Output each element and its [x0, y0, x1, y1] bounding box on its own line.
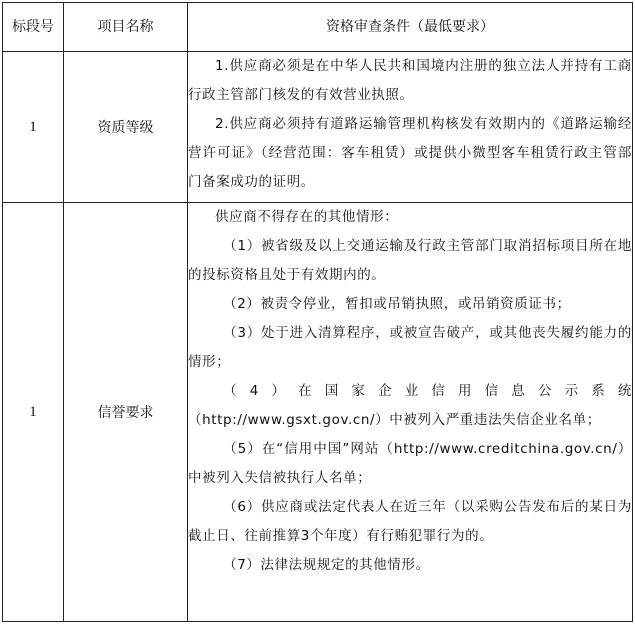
- requirement-text: 2.供应商必须持有道路运输管理机构核发有效期内的《道路运输经营许可证》（经营范围：客车租赁）或提供小微型客车租赁行政主管部门备案成功的证明。: [188, 116, 632, 190]
- row-requirements: [188, 52, 633, 203]
- table-row: [3, 203, 633, 622]
- row-item-name: 信誉要求: [64, 203, 188, 622]
- requirement-text: （6）供应商或法定代表人在近三年（以采购公告发布后的某日为截止日、往前推算3个年度）有行贿犯罪行为的。: [188, 499, 632, 544]
- requirement-text: （2）被责令停业，暂扣或吊销执照，或吊销资质证书；: [223, 296, 571, 312]
- row-requirements: [188, 203, 633, 622]
- header-section-number: 标段号: [3, 3, 64, 52]
- header-row: [3, 3, 633, 52]
- header-qualification-conditions: 资格审查条件（最低要求）: [188, 3, 633, 52]
- requirement-text: （7）法律法规规定的其他情形。: [223, 557, 430, 573]
- requirement-text: 1.供应商必须是在中华人民共和国境内注册的独立法人并持有工商行政主管部门核发的有效营业执照。: [188, 58, 632, 103]
- requirement-text: （1）被省级及以上交通运输及行政主管部门取消招标项目所在地的投标资格且处于有效期内的。: [188, 238, 632, 283]
- row-number: 1: [3, 52, 64, 203]
- table-row: [3, 52, 633, 203]
- qualification-table: [2, 2, 633, 622]
- row-item-name: 资质等级: [64, 52, 188, 203]
- row-number: 1: [3, 203, 64, 622]
- requirement-text: （5）在“信用中国”网站（http://www.creditchina.gov.cn/）中被列入失信被执行人名单；: [188, 441, 632, 486]
- requirement-text: （4）在国家企业信用信息公示系统（http://www.gsxt.gov.cn/）中被列入严重违法失信企业名单；: [188, 383, 632, 428]
- header-item-name: 项目名称: [64, 3, 188, 52]
- requirement-text: （3）处于进入清算程序，或被宣告破产，或其他丧失履约能力的情形；: [188, 325, 632, 370]
- requirement-intro: 供应商不得存在的其他情形：: [215, 209, 399, 225]
